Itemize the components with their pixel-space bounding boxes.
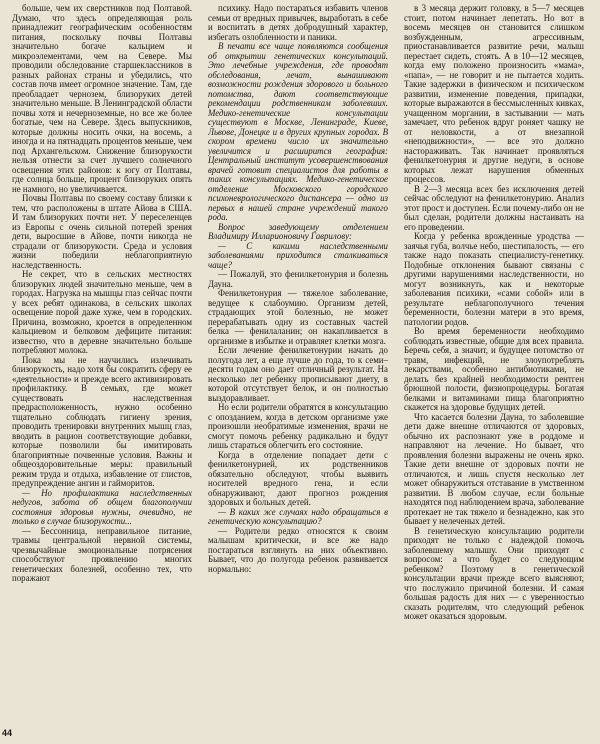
- paragraph: Что касается болезни Дауна, то заболевшие дети даже внешне отличаются от здоровых, обычно их распознают уже в роддоме и направляют на лечение. Но бывает, что проявления болезни выражены не очень ярко. Такие дети внешне от здоровых почти не отличаются, и лишь спустя несколько лет может обнаружиться отставание в умственном развитии. В любом случае, если больные находятся под наблюдением врача, заболевание протекает не так тяжело и безнадежно, как это бывает у нелеченых детей.: [404, 411, 584, 526]
- paragraph: Пока мы не научились излечивать близорукость, надо хотя бы сократить сферу ее «деятельности» и прежде всего активизировать профилактику. В семьях, где может существовать наследственная предрасположенность, нужно особенно тщательно соблюдать гигиену зрения, проводить тренировки внутренних мышц глаз, вводить в рацион соответствующие добавки, которые позволили бы имитировать благоприятные почвенные условия. Важны и общеоздоровительные меры: правильный режим труда и отдыха, избавление от глистов, предупреждение ангин и гайморитов.: [12, 354, 192, 488]
- paragraph: Но если родители обратятся в консультацию с опозданием, когда в детском организме уже произошли необратимые изменения, врачи не смогут помочь ребенку радикально и будут лишь стараться облегчить его состояние.: [208, 402, 388, 450]
- text-column-middle: [208, 4, 388, 736]
- paragraph: Не секрет, что в сельских местностях близоруких людей значительно меньше, чем в городах. Нагрузка на мышцы глаз сейчас почти у всех ребят одинакова, в сельских школах освещение порой даже хуже, чем в городских. Причина, возможно, кроется в определенном кальциевом и белковом дефиците питания: известно, что в деревне значительно больше потребляют молока.: [12, 269, 192, 355]
- interview-question: — В каких же случаях надо обращаться в генетическую консультацию?: [208, 506, 388, 526]
- paragraph: — Родители редко относятся к своим малышам критически, и все же надо постараться взглянуть на них объективно. Бывает, что до полугода ребенок развивается нормально:: [208, 525, 388, 574]
- paragraph: В генетическую консультацию родители приходят не только с надеждой помочь заболевшему малышу. Они приходят с вопросом: а что будет со следующим ребенком? Поэтому в генетической консультации врачи прежде всего выясняют, что послужило причиной болезни. И самая большая радость для них — с уверенностью сказать родителям, что следующий ребенок может оказаться здоровым.: [404, 525, 584, 621]
- paragraph: Когда у ребенка врожденные уродства — заячья губа, волчье небо, шестипалость, — его также надо показать специалисту-генетику. Подобные отклонения бывают связаны с другими нарушениями наследственности, но могут возникнуть, как и некоторые заболевания психики, «сами собой» или в результате неблагополучного течения беременности, болезни матери в это время, патологии родов.: [404, 231, 584, 327]
- interview-intro: Вопрос заведующему отделением Владимиру Илларионовичу Гаврилову:: [208, 221, 388, 241]
- text-column-right: [404, 4, 584, 736]
- paragraph: Когда в отделение попадает дети с фенилкетонурией, их родственников обязательно обследуют, чтобы выявить носителей вредного гена, и если обнаруживают, дают прогноз рождения здоровых и больных детей.: [208, 449, 388, 507]
- text-column-left: [12, 4, 192, 736]
- paragraph: В 2—3 месяца всех без исключения детей сейчас обследуют на фенилкетонурию. Анализ этот прост и доступен. Если почему-либо он не был сделан, родители должны настаивать на его проведении.: [404, 183, 584, 232]
- paragraph: Фенилкетонурия — тяжелое заболевание, ведущее к слабоумию. Организм детей, страдающих этой болезнью, не может перерабатывать одну из составных частей белка — фенилаланин; он накапливается в организме в избытке и отравляет клетки мозга.: [208, 288, 388, 346]
- page-number: 44: [2, 728, 13, 738]
- paragraph: Почвы Полтавы по своему составу близки к тем, что расположены в штате Айова в США. И там близоруких почти нет. У переселенцев из Европы с очень сильной потерей зрения дети, выросшие в Айове, почти никогда не страдали от близорукости. Среда и условия жизни победили неблагоприятную наследственность.: [12, 193, 192, 270]
- paragraph: — Бессонница, неправильное питание, травмы центральной нервной системы, чрезвычайные эмоциональные потрясения способствуют проявлению многих генетических болезней, особенно тех, что поражают: [12, 525, 192, 583]
- interview-question: — С какими наследственными заболеваниями приходится сталкиваться чаще?: [208, 240, 388, 270]
- interview-question: — Но профилактика наследственных недугов, забота об общем благополучии состояния здоровья нужны, очевидно, не только в случае близорукости...: [12, 487, 192, 526]
- paragraph: в 3 месяца держит головку, в 5—7 месяцев стоит, потом начинает лепетать. Но вот в восемь месяцев он становится слишком возбужденным, агрессивным, приостанавливается развитие речи, малыш перестает сидеть, стоять. А в 10—12 месяцев, когда ему положено произносить «мама», «папа», — не говорит и не пытается ходить. Такие задержки в физическом и психическом развитии, изменение поведения, припадки, которые выражаются в бессмысленных кивках, учащенном моргании, в застывании — мать замечает, что ребенок вдруг роняет чашку не от неловкости, а от внезапной «неподвижности», — все это должно настораживать. Так начинает проявляться фенилкетонурия и другие недуги, в основе которых лежат нарушения обменных процессов.: [404, 4, 584, 184]
- paragraph: психику. Надо постараться избавить членов семьи от вредных привычек, выработать в себе и воспитать в детях добродушный характер, избегать озлобленности и паники.: [208, 4, 388, 42]
- paragraph: больше, чем их сверстников под Полтавой. Думаю, что здесь определяющая роль принадлежит географическим особенностям питания, поскольку почвы Полтавы значительно богаче кальцием и микроэлементами, чем на Севере. Мы проводили обследование старшеклассников в разных районах страны и убедились, что состав почв имеет огромное значение. Там, где преобладает чернозем, близоруких детей значительно меньше. В Ленинградской области почвы хотя и нечерноземные, но все же более богатые, чем на Севере. Здесь выпускников, которые должны носить очки, на восемь, а иногда и на пятнадцать процентов меньше, чем под Архангельском. Снижение близорукости нельзя отнести за счет лучшего солнечного освещения этих районов: к югу от Полтавы, где солнца больше, процент близоруких опять не намного, но увеличивается.: [12, 4, 192, 194]
- editorial-insert: В печати все чаще появляются сообщения об открытии генетических консультаций. Это лечебные учреждения, где проводят обследования, лечат, вынашивают возможности рождения здорового и больного потомства, дают соответствующие рекомендации родственникам заболевших. Медико-генетические консультации существуют в Москве, Ленинграде, Киеве, Львове, Донецке и в других крупных городах. В скором времени число их значительно увеличится и расширится география: Центральный институт усовершенствования врачей готовит специалистов для работы в таких консультациях. Медико-генетическое отделение Московского городского психоневрологического диспансера — одно из первых в нашей стране учреждений такого рода.: [208, 41, 388, 222]
- paragraph: Во время беременности необходимо соблюдать известные, общие для всех правила. Беречь себя, а значит, и будущее потомство от травм, инфекций, не злоупотреблять лекарствами, особенно антибиотиками, не делать без крайней необходимости рентген брюшной полости, физиопроцедуры. Богатая белками и витаминами пища благоприятно скажется на здоровье будущих детей.: [404, 326, 584, 412]
- paragraph: — Пожалуй, это фенилкетонурия и болезнь Дауна.: [208, 269, 388, 289]
- paragraph: Если лечение фенилкетонурии начать до полугода лет, а еще лучше до года, то к семи–десяти годам оно дает отличный результат. На несколько лет ребенку прописывают диету, в которой отсутствует белок, и он полностью выздоравливает.: [208, 345, 388, 403]
